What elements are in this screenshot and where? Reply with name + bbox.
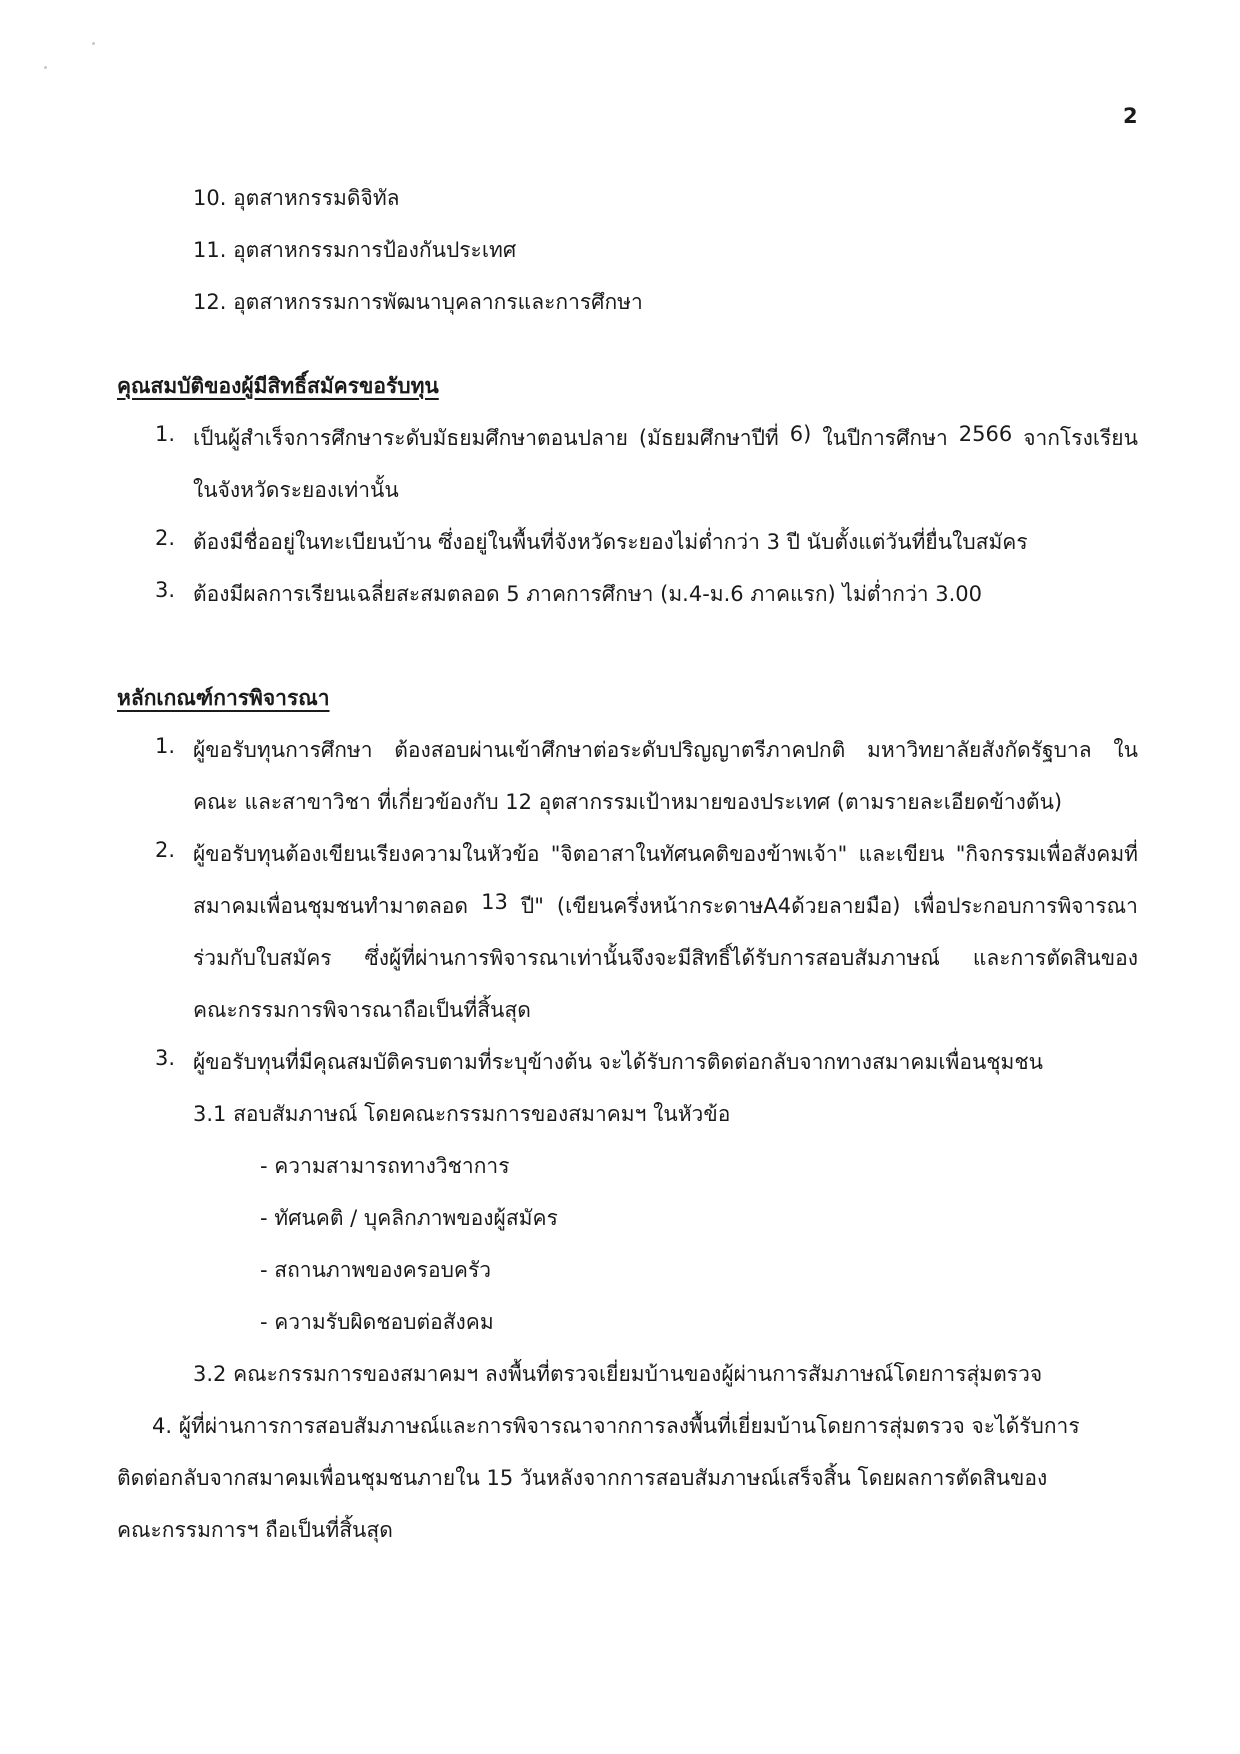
- list-number: 3.: [155, 578, 176, 602]
- criteria-4-line-1: 4. ผู้ที่ผ่านการการสอบสัมภาษณ์และการพิจารณาจากการลงพื้นที่เยี่ยมบ้านโดยการสุ่มตรวจ จะได้รับการ: [152, 1414, 1080, 1438]
- criteria-1-line-1: ผู้ขอรับทุนการศึกษา ต้องสอบผ่านเข้าศึกษาต่อระดับปริญญาตรีภาคปกติ มหาวิทยาลัยสังกัดรัฐบาล ใน: [193, 738, 1138, 762]
- interview-topic: - ทัศนคติ / บุคลิกภาพของผู้สมัคร: [260, 1206, 558, 1230]
- list-number: 3.: [155, 1046, 176, 1070]
- criteria-2-line-3: ร่วมกับใบสมัคร ซึ่งผู้ที่ผ่านการพิจารณาเท่านั้นจึงจะมีสิทธิ์ได้รับการสอบสัมภาษณ์ และการตัดสินของ: [193, 946, 1138, 970]
- interview-topic: - ความรับผิดชอบต่อสังคม: [260, 1310, 494, 1334]
- list-number: 2.: [155, 838, 176, 862]
- industry-item: 11. อุตสาหกรรมการป้องกันประเทศ: [193, 238, 517, 262]
- list-number: 2.: [155, 526, 176, 550]
- criteria-heading: หลักเกณฑ์การพิจารณา: [117, 686, 330, 710]
- industry-item: 12. อุตสาหกรรมการพัฒนาบุคลากรและการศึกษา: [193, 290, 643, 314]
- criteria-1-line-2: คณะ และสาขาวิชา ที่เกี่ยวข้องกับ 12 อุตสากรรมเป้าหมายของประเทศ (ตามรายละเอียดข้างต้น): [193, 790, 1063, 814]
- qualification-3: ต้องมีผลการเรียนเฉลี่ยสะสมตลอด 5 ภาคการศึกษา (ม.4-ม.6 ภาคแรก) ไม่ต่ำกว่า 3.00: [193, 582, 982, 606]
- criteria-4-line-2: ติดต่อกลับจากสมาคมเพื่อนชุมชนภายใน 15 วันหลังจากการสอบสัมภาษณ์เสร็จสิ้น โดยผลการตัดสินของ: [117, 1466, 1048, 1490]
- criteria-2-line-2: สมาคมเพื่อนชุมชนทำมาตลอด 13 ปี" (เขียนครึ่งหน้ากระดาษA4ด้วยลายมือ) เพื่อประกอบการพิจารณา: [193, 890, 1138, 918]
- interview-topic: - สถานภาพของครอบครัว: [260, 1258, 492, 1282]
- industry-item: 10. อุตสาหกรรมดิจิทัล: [193, 186, 400, 210]
- qualification-1-line-2: ในจังหวัดระยองเท่านั้น: [193, 478, 399, 502]
- page-number: 2: [1123, 104, 1138, 128]
- qualifications-heading: คุณสมบัติของผู้มีสิทธิ์สมัครขอรับทุน: [117, 374, 439, 398]
- criteria-3-line-1: ผู้ขอรับทุนที่มีคุณสมบัติครบตามที่ระบุข้างต้น จะได้รับการติดต่อกลับจากทางสมาคมเพื่อนชุมชน: [193, 1050, 1044, 1074]
- interview-topic: - ความสามารถทางวิชาการ: [260, 1154, 510, 1178]
- qualification-1-line-1: เป็นผู้สำเร็จการศึกษาระดับมัธยมศึกษาตอนปลาย (มัธยมศึกษาปีที่ 6) ในปีการศึกษา 2566 จากโรงเรียน: [193, 422, 1138, 450]
- criteria-2-line-4: คณะกรรมการพิจารณาถือเป็นที่สิ้นสุด: [193, 998, 531, 1022]
- criteria-3-sub-2: 3.2 คณะกรรมการของสมาคมฯ ลงพื้นที่ตรวจเยี่ยมบ้านของผู้ผ่านการสัมภาษณ์โดยการสุ่มตรวจ: [193, 1362, 1043, 1386]
- list-number: 1.: [155, 734, 176, 758]
- list-number: 1.: [155, 422, 176, 446]
- scan-speck: [92, 42, 95, 45]
- criteria-4-line-3: คณะกรรมการฯ ถือเป็นที่สิ้นสุด: [117, 1518, 393, 1542]
- criteria-3-sub-1: 3.1 สอบสัมภาษณ์ โดยคณะกรรมการของสมาคมฯ ในหัวข้อ: [193, 1102, 731, 1126]
- qualification-2: ต้องมีชื่ออยู่ในทะเบียนบ้าน ซึ่งอยู่ในพื้นที่จังหวัดระยองไม่ต่ำกว่า 3 ปี นับตั้งแต่วันที่ยื่นใบสมัคร: [193, 530, 1028, 554]
- scan-speck: [44, 66, 47, 69]
- criteria-2-line-1: ผู้ขอรับทุนต้องเขียนเรียงความในหัวข้อ "จิตอาสาในทัศนคติของข้าพเจ้า" และเขียน "กิจกรรมเพื่อสังคมที่: [193, 842, 1138, 866]
